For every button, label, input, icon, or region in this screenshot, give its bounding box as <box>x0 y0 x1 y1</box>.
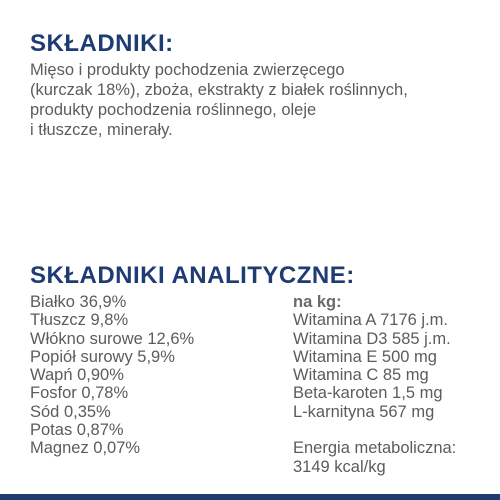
constituent-phosphorus: Fosfor 0,78% <box>30 384 129 403</box>
additive-vitamin-d3: Witamina D3 585 j.m. <box>293 329 451 348</box>
constituent-protein: Białko 36,9% <box>30 293 127 311</box>
ingredients-line: i tłuszcze, minerały. <box>30 121 173 139</box>
additive-vitamin-a: Witamina A 7176 j.m. <box>293 311 448 330</box>
analytic-constituents-list <box>30 293 194 458</box>
constituent-sodium: Sód 0,35% <box>30 402 111 421</box>
constituent-crude-fibre: Włókno surowe 12,6% <box>30 329 195 348</box>
constituent-magnesium: Magnez 0,07% <box>30 439 141 458</box>
per-kg-label: na kg: <box>293 293 342 311</box>
analytic-constituents-heading: SKŁADNIKI ANALITYCZNE: <box>30 262 355 289</box>
spacer <box>293 421 456 439</box>
constituent-crude-ash: Popiół surowy 5,9% <box>30 347 175 366</box>
energy-label: Energia metaboliczna: <box>293 439 457 458</box>
additive-l-carnitine: L-karnityna 567 mg <box>293 402 435 421</box>
additives-list <box>293 293 456 476</box>
additive-vitamin-c: Witamina C 85 mg <box>293 366 429 385</box>
constituent-calcium: Wapń 0,90% <box>30 366 124 385</box>
ingredients-heading: SKŁADNIKI: <box>30 30 174 57</box>
constituent-potassium: Potas 0,87% <box>30 421 124 440</box>
ingredients-line: produkty pochodzenia roślinnego, oleje <box>30 101 317 119</box>
additive-vitamin-e: Witamina E 500 mg <box>293 347 437 366</box>
additive-beta-carotene: Beta-karoten 1,5 mg <box>293 384 443 403</box>
energy-value: 3149 kcal/kg <box>293 457 386 476</box>
ingredients-text <box>30 60 480 140</box>
ingredients-line: (kurczak 18%), zboża, ekstrakty z białek roślinnych, <box>30 81 408 99</box>
bottom-accent-bar <box>0 494 500 500</box>
constituent-fat: Tłuszcz 9,8% <box>30 311 129 330</box>
ingredients-line: Mięso i produkty pochodzenia zwierzęcego <box>30 61 345 79</box>
